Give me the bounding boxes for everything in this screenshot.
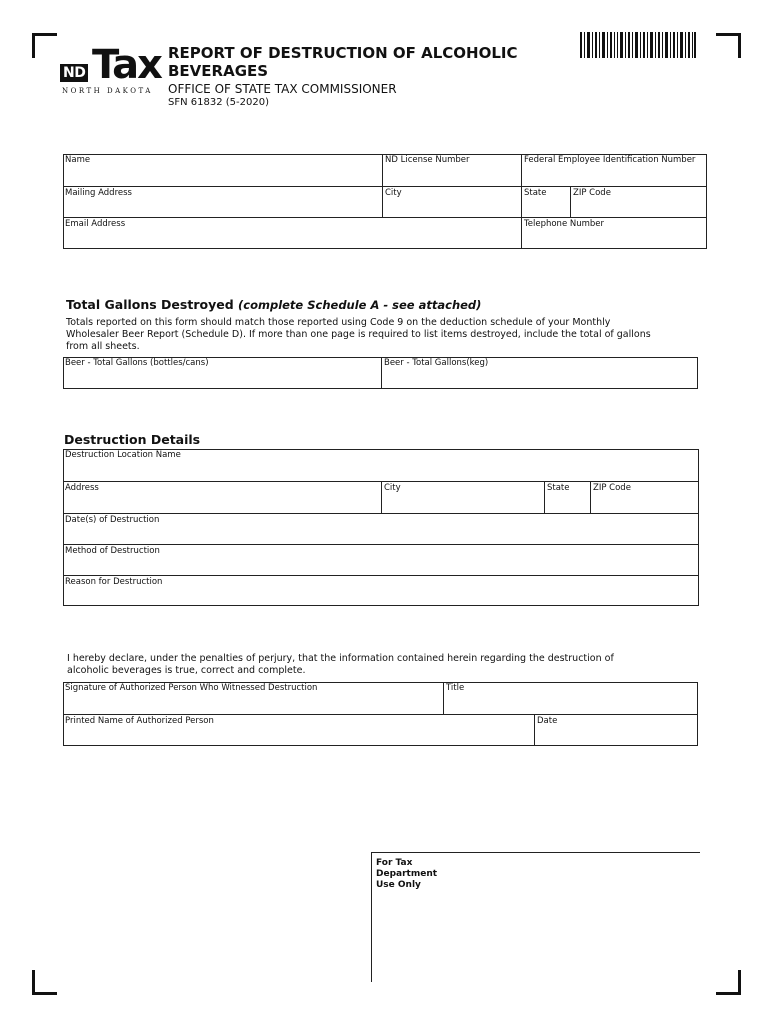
signature-grid <box>63 682 698 746</box>
signature-label: Signature of Authorized Person Who Witnessed Destruction <box>65 683 318 693</box>
location-label: Destruction Location Name <box>65 450 181 460</box>
keg-gallons-label: Beer - Total Gallons(keg) <box>384 358 489 368</box>
form-title-line2: BEVERAGES <box>168 62 269 80</box>
destruction-zip-field[interactable] <box>590 481 698 513</box>
date-label: Date <box>537 716 558 726</box>
dates-label: Date(s) of Destruction <box>65 515 160 525</box>
crop-mark-top-left <box>32 33 57 58</box>
gallons-instructions-line1: Totals reported on this form should match those reported using Code 9 on the deduction schedule of your Monthly <box>66 317 611 328</box>
tax-department-use-label: For Tax Department Use Only <box>376 858 438 890</box>
office-name: OFFICE OF STATE TAX COMMISSIONER <box>168 82 397 96</box>
logo-state: NORTH DAKOTA <box>62 87 153 95</box>
name-field[interactable] <box>63 154 382 186</box>
method-label: Method of Destruction <box>65 546 160 556</box>
destruction-grid <box>63 449 699 606</box>
city-label: City <box>385 188 402 198</box>
barcode-icon <box>580 32 696 58</box>
gallons-heading-note: (complete Schedule A - see attached) <box>238 298 482 312</box>
declaration-line1: I hereby declare, under the penalties of perjury, that the information contained herein regarding the destruction of <box>67 653 614 664</box>
destruction-city-label: City <box>384 483 401 493</box>
keg-gallons-field[interactable] <box>381 357 697 388</box>
declaration-text <box>67 653 697 677</box>
destruction-state-field[interactable] <box>544 481 590 513</box>
destruction-heading: Destruction Details <box>64 432 201 447</box>
license-field[interactable] <box>382 154 521 186</box>
method-field[interactable] <box>63 544 699 575</box>
zip-label: ZIP Code <box>573 188 611 198</box>
printed-name-field[interactable] <box>63 714 534 746</box>
reason-field[interactable] <box>63 575 699 606</box>
gallons-heading-text: Total Gallons Destroyed <box>66 297 234 312</box>
crop-mark-bottom-right <box>716 970 741 995</box>
printed-name-label: Printed Name of Authorized Person <box>65 716 214 726</box>
crop-mark-bottom-left <box>32 970 57 995</box>
destruction-state-label: State <box>547 483 570 493</box>
bottles-gallons-field[interactable] <box>63 357 381 388</box>
date-field[interactable] <box>534 714 697 746</box>
email-field[interactable] <box>63 217 521 249</box>
logo-nd: ND <box>60 64 88 82</box>
logo-tax: Tax <box>92 42 161 88</box>
name-label: Name <box>65 155 91 165</box>
declaration-line2: alcoholic beverages is true, correct and complete. <box>67 665 306 676</box>
signature-field[interactable] <box>63 682 443 714</box>
fein-field[interactable] <box>521 154 707 186</box>
location-field[interactable] <box>63 449 699 481</box>
gallons-instructions <box>66 317 706 353</box>
state-field[interactable] <box>521 186 570 217</box>
fein-label: Federal Employee Identification Number <box>524 155 696 165</box>
dates-field[interactable] <box>63 513 699 544</box>
destruction-address-field[interactable] <box>63 481 381 513</box>
email-label: Email Address <box>65 219 126 229</box>
destruction-zip-label: ZIP Code <box>593 483 631 493</box>
gallons-grid <box>63 357 698 389</box>
telephone-label: Telephone Number <box>524 219 605 229</box>
title-label: Title <box>446 683 465 693</box>
gallons-instructions-line3: from all sheets. <box>66 341 140 352</box>
crop-mark-top-right <box>716 33 741 58</box>
reason-label: Reason for Destruction <box>65 577 163 587</box>
city-field[interactable] <box>382 186 521 217</box>
license-label: ND License Number <box>385 155 470 165</box>
tax-department-use-box <box>371 852 700 982</box>
destruction-address-label: Address <box>65 483 99 493</box>
telephone-field[interactable] <box>521 217 707 249</box>
gallons-instructions-line2: Wholesaler Beer Report (Schedule D). If more than one page is required to list items destroyed, include the total of gallons <box>66 329 651 340</box>
destruction-city-field[interactable] <box>381 481 544 513</box>
mailing-address-field[interactable] <box>63 186 382 217</box>
bottles-gallons-label: Beer - Total Gallons (bottles/cans) <box>65 358 209 368</box>
title-field[interactable] <box>443 682 697 714</box>
form-title <box>168 44 588 80</box>
form-title-line1: REPORT OF DESTRUCTION OF ALCOHOLIC <box>168 44 518 62</box>
mailing-address-label: Mailing Address <box>65 188 132 198</box>
zip-field[interactable] <box>570 186 707 217</box>
taxpayer-info-grid <box>63 154 707 249</box>
form-number: SFN 61832 (5-2020) <box>168 97 269 108</box>
state-label: State <box>524 188 547 198</box>
gallons-heading <box>66 297 481 312</box>
